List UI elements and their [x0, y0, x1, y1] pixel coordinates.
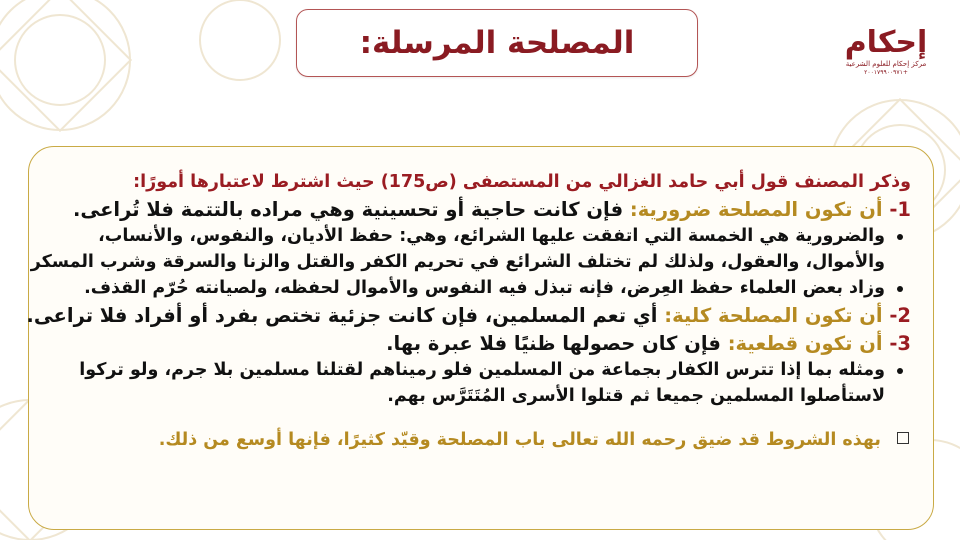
bullet-shield-example	[45, 357, 911, 409]
bullet-shield-line-1: ومثله بما إذا تترس الكفار بجماعة من المسلمين فلو رميناهم لقتلنا مسلمين بلا جرم، ولو تركوا	[79, 360, 885, 380]
condition-2-text: أي تعم المسلمين، فإن كانت جزئية تختص بفرد أو أفراد فلا تراعى.	[26, 304, 658, 327]
checkbox-icon	[897, 432, 909, 444]
content-frame	[28, 146, 934, 530]
title-box	[296, 9, 698, 77]
condition-3	[45, 331, 911, 357]
condition-3-heading: أن تكون قطعية:	[727, 332, 883, 355]
intro-text: وذكر المصنف قول أبي حامد الغزالي من المستصفى (ص175) حيث اشترط لاعتبارها أمورًا:	[133, 172, 911, 192]
condition-1-heading: أن تكون المصلحة ضرورية:	[629, 198, 883, 221]
condition-1-number: 1-	[889, 198, 911, 221]
bullet-shield-line-2: لاستأصلوا المسلمين جميعا ثم قتلوا الأسرى المُتَتَرَّس بهم.	[387, 386, 885, 406]
bullet-necessities	[30, 223, 911, 275]
condition-3-number: 3-	[889, 332, 911, 355]
condition-2-number: 2-	[889, 304, 911, 327]
logo-number: ٢٠٠١٧٩٩٠٠٩٧١+	[864, 69, 908, 76]
bullet-honor: وزاد بعض العلماء حفظ العِرض، فإنه تبذل فيه النفوس والأموال لحفظه، ولصيانته حُرّم القذف.	[45, 275, 911, 301]
conclusion	[45, 427, 911, 453]
condition-1-text: فإن كانت حاجية أو تحسينية وهي مراده بالتتمة فلا تُراعى.	[72, 198, 624, 221]
condition-2	[26, 303, 911, 329]
bullet-necessities-line-2: والأموال، والعقول، ولذلك لم تختلف الشرائع في تحريم الكفر والقتل والزنا والسرقة وشرب المسكر	[30, 252, 885, 272]
condition-1	[45, 197, 911, 223]
page-title: المصلحة المرسلة:	[359, 25, 635, 61]
conclusion-text: بهذه الشروط قد ضيق رحمه الله تعالى باب المصلحة وقيّد كثيرًا، فإنها أوسع من ذلك.	[158, 430, 881, 450]
logo-mark: إحكام	[844, 25, 928, 60]
condition-2-heading: أن تكون المصلحة كلية:	[664, 304, 883, 327]
content-body	[26, 169, 911, 453]
logo	[838, 26, 934, 96]
logo-subtitle: مركز إحكام للعلوم الشرعية	[845, 60, 927, 68]
bullet-necessities-line-1: والضرورية هي الخمسة التي اتفقت عليها الشرائع، وهي: حفظ الأديان، والنفوس، والأنساب،	[98, 226, 885, 246]
condition-3-text: فإن كان حصولها ظنيًا فلا عبرة بها.	[386, 332, 721, 355]
